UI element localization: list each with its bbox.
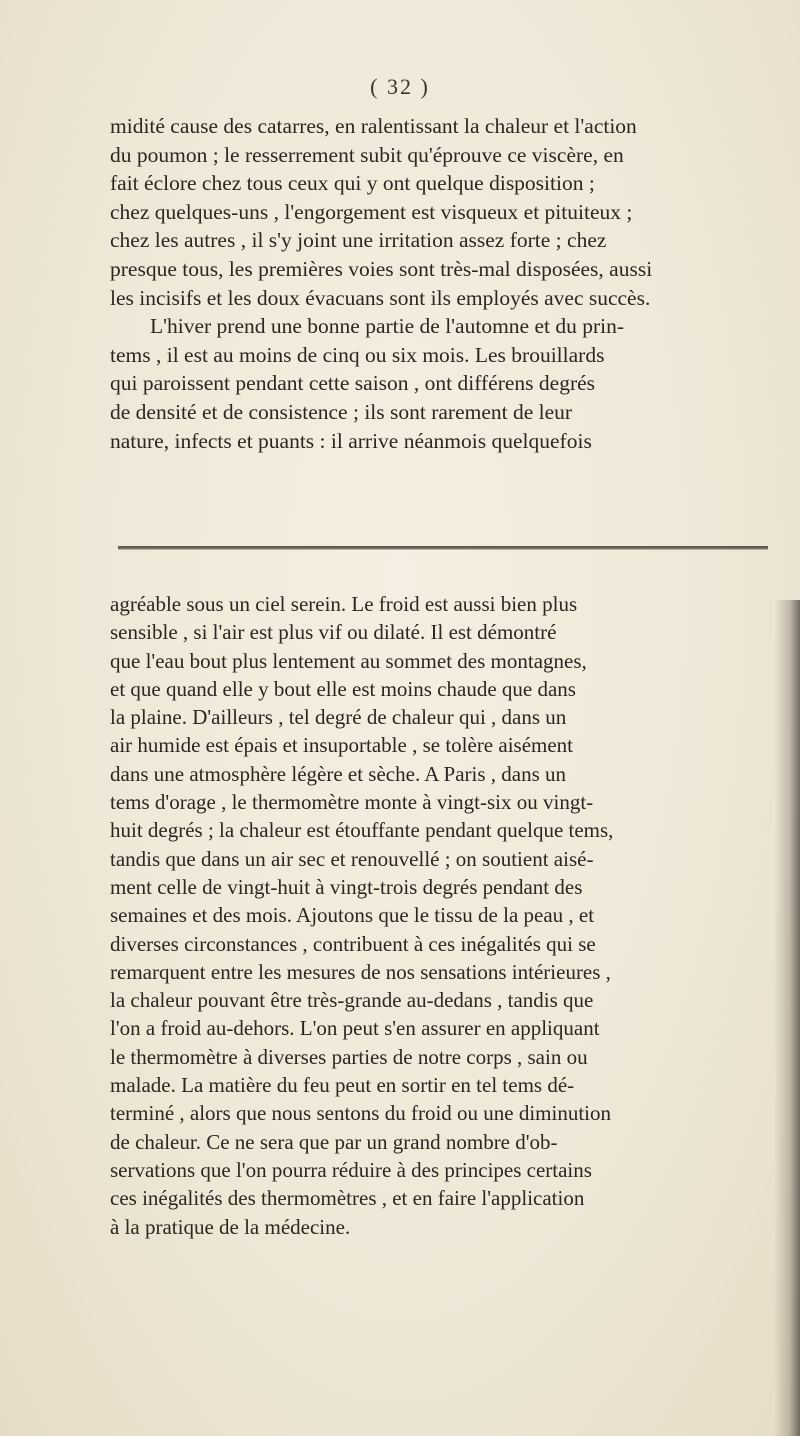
text-line: qui paroissent pendant cette saison , ont différens degrés	[110, 371, 596, 396]
text-line: la plaine. D'ailleurs , tel degré de chaleur qui , dans un	[110, 705, 567, 730]
text-line: à la pratique de la médecine.	[110, 1214, 351, 1239]
text-line: ces inégalités des thermomètres , et en faire l'application	[110, 1186, 585, 1211]
text-line: de densité et de consistence ; ils sont rarement de leur	[110, 399, 573, 424]
text-line: remarquent entre les mesures de nos sensations intérieures ,	[110, 959, 611, 984]
text-line: les incisifs et les doux évacuans sont ils employés avec succès.	[110, 285, 651, 310]
paragraph-winter-continued	[110, 341, 766, 455]
text-line: malade. La matière du feu peut en sortir en tel tems dé-	[110, 1073, 575, 1098]
text-line: air humide est épais et insuportable , se tolère aisément	[110, 733, 574, 758]
text-line: et que quand elle y bout elle est moins chaude que dans	[110, 676, 576, 701]
text-line: chez quelques-uns , l'engorgement est visqueux et pituiteux ;	[110, 199, 633, 224]
text-line: fait éclore chez tous ceux qui y ont quelque disposition ;	[110, 171, 595, 196]
text-line: huit degrés ; la chaleur est étouffante pendant quelque tems,	[110, 818, 614, 843]
text-line: chez les autres , il s'y joint une irritation assez forte ; chez	[110, 228, 607, 253]
text-line: semaines et des mois. Ajoutons que le tissu de la peau , et	[110, 903, 595, 928]
text-line: nature, infects et puants : il arrive néanmois quelquefois	[110, 428, 592, 453]
text-line: diverses circonstances , contribuent à ces inégalités qui se	[110, 931, 596, 956]
text-line: midité cause des catarres, en ralentissant la chaleur et l'action	[110, 114, 637, 138]
text-line: terminé , alors que nous sentons du froid ou une diminution	[110, 1101, 612, 1126]
text-line: de chaleur. Ce ne sera que par un grand nombre d'ob-	[110, 1129, 558, 1154]
text-line: agréable sous un ciel serein. Le froid est aussi bien plus	[110, 592, 578, 616]
text-line: L'hiver prend une bonne partie de l'automne et du prin-	[150, 314, 625, 339]
text-line: tems d'orage , le thermomètre monte à vingt-six ou vingt-	[110, 790, 594, 815]
text-line: presque tous, les premières voies sont très-mal disposées, aussi	[110, 256, 653, 281]
text-line: ment celle de vingt-huit à vingt-trois degrés pendant des	[110, 874, 583, 899]
text-line: sensible , si l'air est plus vif ou dilaté. Il est démontré	[110, 620, 557, 645]
text-line: tems , il est au moins de cinq ou six mois. Les brouillards	[110, 342, 605, 367]
page-number: ( 32 )	[370, 74, 430, 99]
paragraph-cold-and-heat	[110, 590, 766, 1241]
text-line: le thermomètre à diverses parties de notre corps , sain ou	[110, 1044, 588, 1069]
horizontal-rule	[118, 546, 768, 550]
paragraph-winter	[110, 312, 766, 341]
lower-text-block	[110, 590, 766, 1241]
text-line: servations que l'on pourra réduire à des principes certains	[110, 1157, 592, 1182]
upper-text-block	[110, 112, 766, 455]
text-line: que l'eau bout plus lentement au sommet des montagnes,	[110, 648, 587, 673]
text-line: l'on a froid au-dehors. L'on peut s'en assurer en appliquant	[110, 1016, 600, 1041]
text-line: dans une atmosphère légère et sèche. A Paris , dans un	[110, 761, 567, 786]
text-line: la chaleur pouvant être très-grande au-dedans , tandis que	[110, 988, 594, 1013]
text-line: tandis que dans un air sec et renouvellé ; on soutient aisé-	[110, 846, 594, 871]
text-line: du poumon ; le resserrement subit qu'éprouve ce viscère, en	[110, 142, 624, 167]
paragraph-catarrh	[110, 112, 766, 312]
page-edge-shadow	[774, 600, 800, 1436]
